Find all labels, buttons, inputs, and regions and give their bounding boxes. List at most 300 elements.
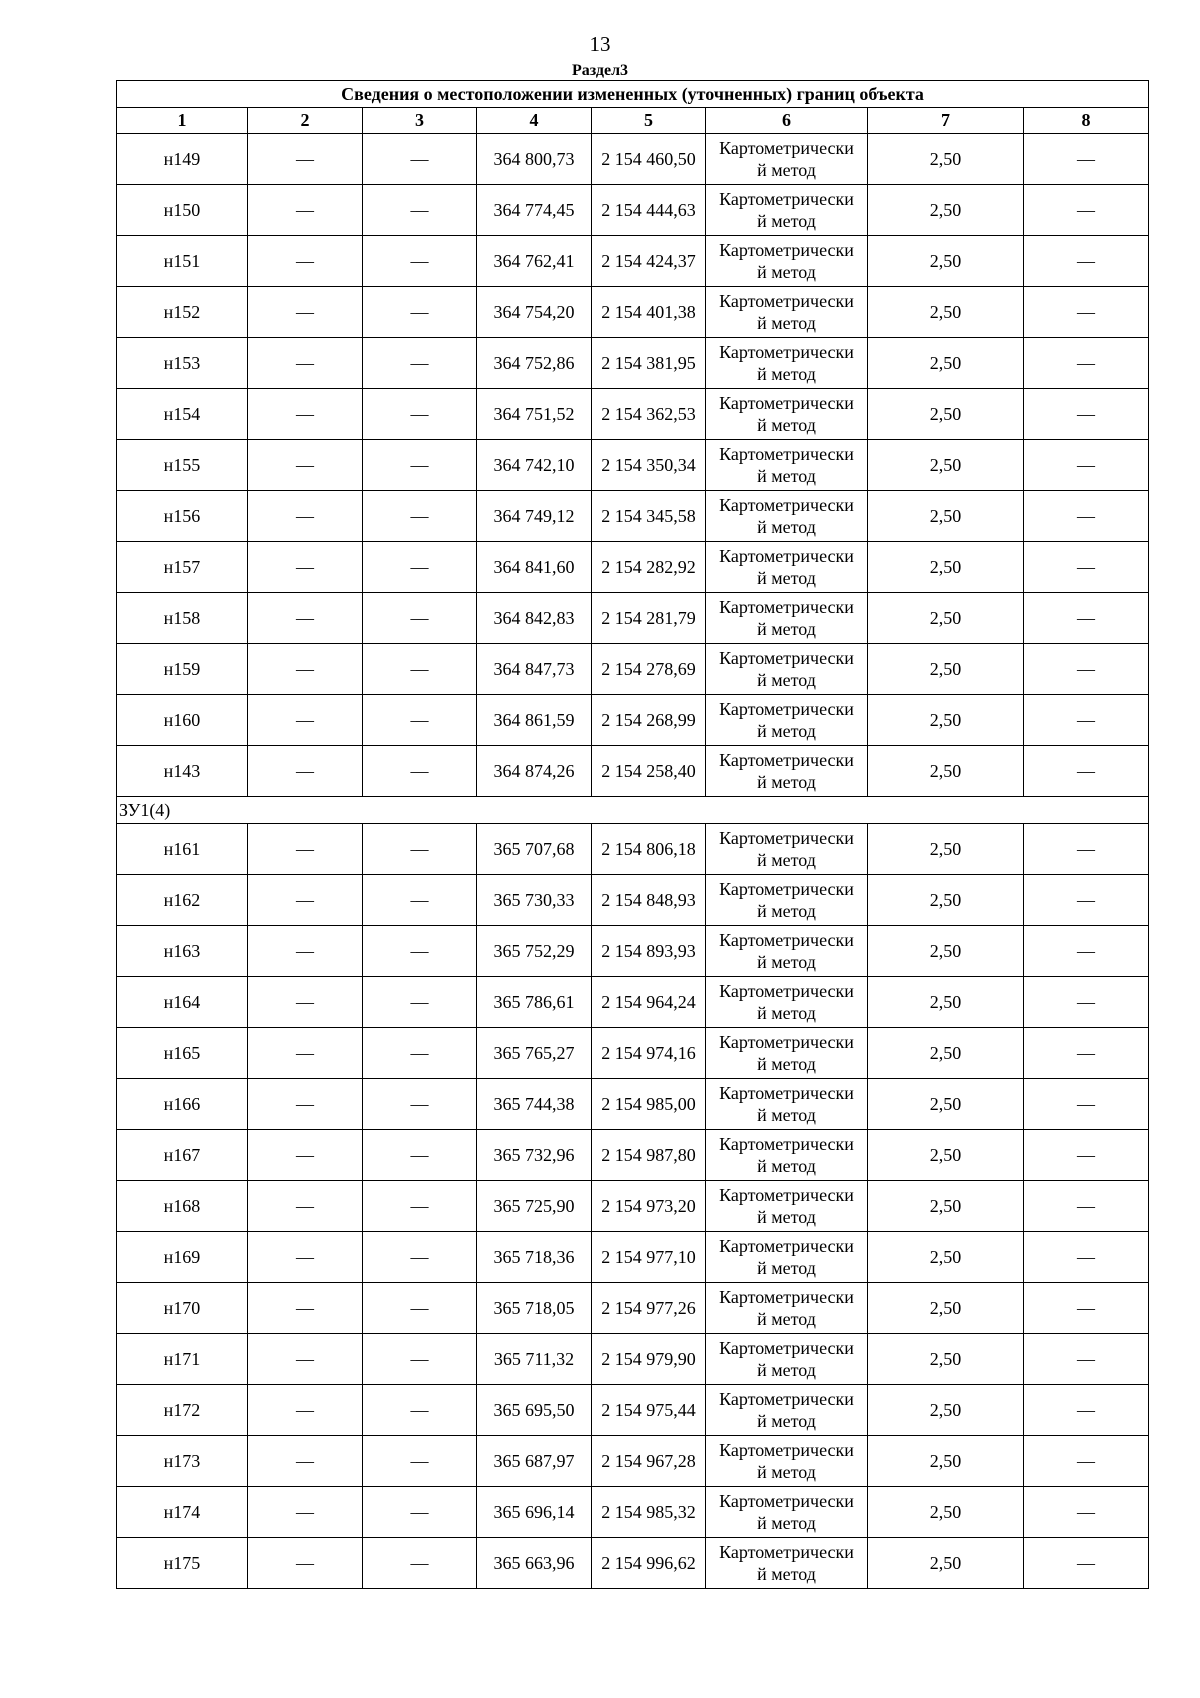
point-name-cell: н159 (117, 644, 248, 695)
column-8-cell: — (1024, 1130, 1149, 1181)
method-line-1: Картометрически (719, 648, 854, 668)
y-coordinate-cell: 2 154 893,93 (592, 926, 706, 977)
y-coordinate-cell: 2 154 381,95 (592, 338, 706, 389)
table-row (117, 134, 1149, 185)
point-name-cell: н155 (117, 440, 248, 491)
column-2-cell: — (248, 644, 363, 695)
column-number: 1 (117, 108, 248, 134)
column-2-cell: — (248, 1334, 363, 1385)
column-8-cell: — (1024, 593, 1149, 644)
accuracy-cell: 2,50 (868, 542, 1024, 593)
x-coordinate-cell: 364 762,41 (477, 236, 592, 287)
column-3-cell: — (363, 440, 477, 491)
column-8-cell: — (1024, 1181, 1149, 1232)
column-number: 7 (868, 108, 1024, 134)
method-line-1: Картометрически (719, 393, 854, 413)
y-coordinate-cell: 2 154 996,62 (592, 1538, 706, 1589)
point-name-cell: н149 (117, 134, 248, 185)
table-row (117, 824, 1149, 875)
column-2-cell: — (248, 746, 363, 797)
column-2-cell: — (248, 236, 363, 287)
accuracy-cell: 2,50 (868, 287, 1024, 338)
accuracy-cell: 2,50 (868, 926, 1024, 977)
column-2-cell: — (248, 1538, 363, 1589)
column-3-cell: — (363, 389, 477, 440)
method-line-2: й метод (757, 1258, 816, 1278)
y-coordinate-cell: 2 154 268,99 (592, 695, 706, 746)
x-coordinate-cell: 364 800,73 (477, 134, 592, 185)
column-number-row (117, 108, 1149, 134)
x-coordinate-cell: 365 732,96 (477, 1130, 592, 1181)
method-line-2: й метод (757, 1462, 816, 1482)
table-row (117, 695, 1149, 746)
column-2-cell: — (248, 1385, 363, 1436)
method-cell (706, 1232, 868, 1283)
column-8-cell: — (1024, 338, 1149, 389)
table-caption: Сведения о местоположении измененных (уточненных) границ объекта (117, 81, 1149, 108)
y-coordinate-cell: 2 154 977,26 (592, 1283, 706, 1334)
column-number: 5 (592, 108, 706, 134)
column-3-cell: — (363, 746, 477, 797)
column-3-cell: — (363, 824, 477, 875)
accuracy-cell: 2,50 (868, 1079, 1024, 1130)
column-3-cell: — (363, 926, 477, 977)
method-line-1: Картометрически (719, 1440, 854, 1460)
table-row (117, 926, 1149, 977)
method-line-1: Картометрически (719, 930, 854, 950)
x-coordinate-cell: 365 696,14 (477, 1487, 592, 1538)
point-name-cell: н175 (117, 1538, 248, 1589)
table-row (117, 875, 1149, 926)
x-coordinate-cell: 365 687,97 (477, 1436, 592, 1487)
y-coordinate-cell: 2 154 424,37 (592, 236, 706, 287)
point-name-cell: н164 (117, 977, 248, 1028)
method-line-2: й метод (757, 1156, 816, 1176)
method-line-1: Картометрически (719, 189, 854, 209)
method-cell (706, 1181, 868, 1232)
point-name-cell: н150 (117, 185, 248, 236)
x-coordinate-cell: 365 752,29 (477, 926, 592, 977)
point-name-cell: н161 (117, 824, 248, 875)
accuracy-cell: 2,50 (868, 1181, 1024, 1232)
column-2-cell: — (248, 287, 363, 338)
method-line-2: й метод (757, 772, 816, 792)
column-8-cell: — (1024, 134, 1149, 185)
method-line-1: Картометрически (719, 240, 854, 260)
accuracy-cell: 2,50 (868, 1232, 1024, 1283)
method-line-1: Картометрически (719, 138, 854, 158)
point-name-cell: н170 (117, 1283, 248, 1334)
table-row (117, 644, 1149, 695)
column-2-cell: — (248, 134, 363, 185)
column-2-cell: — (248, 1130, 363, 1181)
column-3-cell: — (363, 1385, 477, 1436)
method-cell (706, 1283, 868, 1334)
column-2-cell: — (248, 1283, 363, 1334)
method-line-1: Картометрически (719, 699, 854, 719)
method-cell (706, 1028, 868, 1079)
method-cell (706, 491, 868, 542)
y-coordinate-cell: 2 154 967,28 (592, 1436, 706, 1487)
column-8-cell: — (1024, 644, 1149, 695)
y-coordinate-cell: 2 154 848,93 (592, 875, 706, 926)
method-line-2: й метод (757, 466, 816, 486)
column-3-cell: — (363, 644, 477, 695)
y-coordinate-cell: 2 154 973,20 (592, 1181, 706, 1232)
y-coordinate-cell: 2 154 985,00 (592, 1079, 706, 1130)
column-2-cell: — (248, 926, 363, 977)
method-cell (706, 236, 868, 287)
table-row (117, 1079, 1149, 1130)
column-3-cell: — (363, 1130, 477, 1181)
method-line-2: й метод (757, 1105, 816, 1125)
y-coordinate-cell: 2 154 282,92 (592, 542, 706, 593)
method-cell (706, 134, 868, 185)
method-cell (706, 593, 868, 644)
method-line-1: Картометрически (719, 495, 854, 515)
column-number: 4 (477, 108, 592, 134)
x-coordinate-cell: 364 742,10 (477, 440, 592, 491)
point-name-cell: н160 (117, 695, 248, 746)
x-coordinate-cell: 365 663,96 (477, 1538, 592, 1589)
method-cell (706, 440, 868, 491)
column-8-cell: — (1024, 1232, 1149, 1283)
point-name-cell: н172 (117, 1385, 248, 1436)
column-3-cell: — (363, 236, 477, 287)
method-line-2: й метод (757, 1309, 816, 1329)
x-coordinate-cell: 364 774,45 (477, 185, 592, 236)
accuracy-cell: 2,50 (868, 1487, 1024, 1538)
column-8-cell: — (1024, 542, 1149, 593)
method-cell (706, 926, 868, 977)
point-name-cell: н152 (117, 287, 248, 338)
column-3-cell: — (363, 1436, 477, 1487)
method-line-1: Картометрически (719, 1287, 854, 1307)
column-8-cell: — (1024, 1538, 1149, 1589)
column-2-cell: — (248, 338, 363, 389)
y-coordinate-cell: 2 154 350,34 (592, 440, 706, 491)
method-cell (706, 287, 868, 338)
table-row (117, 1283, 1149, 1334)
column-2-cell: — (248, 440, 363, 491)
x-coordinate-cell: 364 847,73 (477, 644, 592, 695)
x-coordinate-cell: 364 754,20 (477, 287, 592, 338)
point-name-cell: н166 (117, 1079, 248, 1130)
column-number: 2 (248, 108, 363, 134)
y-coordinate-cell: 2 154 345,58 (592, 491, 706, 542)
point-name-cell: н156 (117, 491, 248, 542)
boundary-coordinates-table (116, 80, 1149, 1589)
table-row (117, 389, 1149, 440)
column-2-cell: — (248, 542, 363, 593)
method-line-1: Картометрически (719, 1338, 854, 1358)
column-3-cell: — (363, 542, 477, 593)
column-8-cell: — (1024, 389, 1149, 440)
accuracy-cell: 2,50 (868, 338, 1024, 389)
column-2-cell: — (248, 977, 363, 1028)
column-2-cell: — (248, 1079, 363, 1130)
x-coordinate-cell: 365 725,90 (477, 1181, 592, 1232)
point-name-cell: н151 (117, 236, 248, 287)
x-coordinate-cell: 365 718,05 (477, 1283, 592, 1334)
point-name-cell: н158 (117, 593, 248, 644)
method-line-1: Картометрически (719, 597, 854, 617)
column-2-cell: — (248, 875, 363, 926)
column-3-cell: — (363, 695, 477, 746)
accuracy-cell: 2,50 (868, 1436, 1024, 1487)
method-line-1: Картометрически (719, 1389, 854, 1409)
method-line-1: Картометрически (719, 1134, 854, 1154)
accuracy-cell: 2,50 (868, 593, 1024, 644)
column-8-cell: — (1024, 1436, 1149, 1487)
table-row (117, 1538, 1149, 1589)
method-line-1: Картометрически (719, 750, 854, 770)
column-8-cell: — (1024, 185, 1149, 236)
method-cell (706, 1334, 868, 1385)
table-row (117, 236, 1149, 287)
table-row (117, 1181, 1149, 1232)
point-name-cell: н165 (117, 1028, 248, 1079)
point-name-cell: н168 (117, 1181, 248, 1232)
point-name-cell: н174 (117, 1487, 248, 1538)
method-cell (706, 542, 868, 593)
point-name-cell: н163 (117, 926, 248, 977)
column-8-cell: — (1024, 440, 1149, 491)
method-line-2: й метод (757, 211, 816, 231)
column-number: 3 (363, 108, 477, 134)
table-row (117, 542, 1149, 593)
method-line-2: й метод (757, 850, 816, 870)
column-8-cell: — (1024, 695, 1149, 746)
method-cell (706, 644, 868, 695)
x-coordinate-cell: 365 744,38 (477, 1079, 592, 1130)
y-coordinate-cell: 2 154 977,10 (592, 1232, 706, 1283)
column-8-cell: — (1024, 1028, 1149, 1079)
column-8-cell: — (1024, 1487, 1149, 1538)
point-name-cell: н173 (117, 1436, 248, 1487)
y-coordinate-cell: 2 154 806,18 (592, 824, 706, 875)
y-coordinate-cell: 2 154 975,44 (592, 1385, 706, 1436)
x-coordinate-cell: 365 695,50 (477, 1385, 592, 1436)
column-2-cell: — (248, 389, 363, 440)
method-cell (706, 389, 868, 440)
x-coordinate-cell: 364 842,83 (477, 593, 592, 644)
table-row (117, 491, 1149, 542)
column-8-cell: — (1024, 1283, 1149, 1334)
x-coordinate-cell: 364 874,26 (477, 746, 592, 797)
column-number: 6 (706, 108, 868, 134)
method-cell (706, 824, 868, 875)
column-2-cell: — (248, 1181, 363, 1232)
point-name-cell: н153 (117, 338, 248, 389)
x-coordinate-cell: 365 718,36 (477, 1232, 592, 1283)
point-name-cell: н169 (117, 1232, 248, 1283)
table-row (117, 1028, 1149, 1079)
method-line-2: й метод (757, 1207, 816, 1227)
column-8-cell: — (1024, 875, 1149, 926)
method-line-2: й метод (757, 952, 816, 972)
column-8-cell: — (1024, 926, 1149, 977)
table-row (117, 1487, 1149, 1538)
column-8-cell: — (1024, 1385, 1149, 1436)
x-coordinate-cell: 365 711,32 (477, 1334, 592, 1385)
table-row (117, 593, 1149, 644)
column-3-cell: — (363, 1028, 477, 1079)
column-2-cell: — (248, 1487, 363, 1538)
accuracy-cell: 2,50 (868, 185, 1024, 236)
group-header-row (117, 797, 1149, 824)
point-name-cell: н167 (117, 1130, 248, 1181)
x-coordinate-cell: 364 752,86 (477, 338, 592, 389)
column-2-cell: — (248, 185, 363, 236)
table-caption-row (117, 81, 1149, 108)
method-line-2: й метод (757, 721, 816, 741)
table-row (117, 185, 1149, 236)
method-cell (706, 338, 868, 389)
column-8-cell: — (1024, 1334, 1149, 1385)
accuracy-cell: 2,50 (868, 977, 1024, 1028)
accuracy-cell: 2,50 (868, 1538, 1024, 1589)
column-3-cell: — (363, 1334, 477, 1385)
table-row (117, 287, 1149, 338)
method-line-2: й метод (757, 670, 816, 690)
method-cell (706, 875, 868, 926)
table-row (117, 746, 1149, 797)
table-row (117, 440, 1149, 491)
point-name-cell: н157 (117, 542, 248, 593)
method-cell (706, 1487, 868, 1538)
column-2-cell: — (248, 593, 363, 644)
column-3-cell: — (363, 185, 477, 236)
table-row (117, 1385, 1149, 1436)
column-2-cell: — (248, 1232, 363, 1283)
accuracy-cell: 2,50 (868, 1385, 1024, 1436)
table-row (117, 1130, 1149, 1181)
method-cell (706, 746, 868, 797)
column-8-cell: — (1024, 824, 1149, 875)
point-name-cell: н171 (117, 1334, 248, 1385)
method-line-2: й метод (757, 160, 816, 180)
accuracy-cell: 2,50 (868, 875, 1024, 926)
method-line-2: й метод (757, 1564, 816, 1584)
x-coordinate-cell: 365 765,27 (477, 1028, 592, 1079)
column-number: 8 (1024, 108, 1149, 134)
method-cell (706, 1079, 868, 1130)
method-line-2: й метод (757, 1003, 816, 1023)
accuracy-cell: 2,50 (868, 746, 1024, 797)
accuracy-cell: 2,50 (868, 134, 1024, 185)
column-8-cell: — (1024, 1079, 1149, 1130)
column-2-cell: — (248, 824, 363, 875)
method-line-2: й метод (757, 619, 816, 639)
column-3-cell: — (363, 1232, 477, 1283)
method-line-2: й метод (757, 1513, 816, 1533)
column-8-cell: — (1024, 287, 1149, 338)
table-row (117, 1436, 1149, 1487)
x-coordinate-cell: 364 841,60 (477, 542, 592, 593)
column-3-cell: — (363, 491, 477, 542)
x-coordinate-cell: 364 861,59 (477, 695, 592, 746)
x-coordinate-cell: 364 749,12 (477, 491, 592, 542)
y-coordinate-cell: 2 154 987,80 (592, 1130, 706, 1181)
y-coordinate-cell: 2 154 460,50 (592, 134, 706, 185)
method-cell (706, 977, 868, 1028)
column-3-cell: — (363, 1283, 477, 1334)
column-8-cell: — (1024, 977, 1149, 1028)
y-coordinate-cell: 2 154 964,24 (592, 977, 706, 1028)
method-cell (706, 1436, 868, 1487)
column-3-cell: — (363, 977, 477, 1028)
column-2-cell: — (248, 1028, 363, 1079)
method-line-2: й метод (757, 313, 816, 333)
x-coordinate-cell: 365 707,68 (477, 824, 592, 875)
method-line-1: Картометрически (719, 828, 854, 848)
method-line-2: й метод (757, 1054, 816, 1074)
column-3-cell: — (363, 134, 477, 185)
method-line-1: Картометрически (719, 342, 854, 362)
accuracy-cell: 2,50 (868, 440, 1024, 491)
column-8-cell: — (1024, 746, 1149, 797)
column-3-cell: — (363, 1487, 477, 1538)
method-line-2: й метод (757, 568, 816, 588)
column-8-cell: — (1024, 491, 1149, 542)
method-line-1: Картометрически (719, 1542, 854, 1562)
page-number: 13 (589, 32, 611, 56)
y-coordinate-cell: 2 154 281,79 (592, 593, 706, 644)
accuracy-cell: 2,50 (868, 1028, 1024, 1079)
accuracy-cell: 2,50 (868, 491, 1024, 542)
method-line-1: Картометрически (719, 444, 854, 464)
column-3-cell: — (363, 1181, 477, 1232)
section-title: Раздел3 (571, 62, 629, 79)
method-line-2: й метод (757, 1411, 816, 1431)
method-line-2: й метод (757, 1360, 816, 1380)
accuracy-cell: 2,50 (868, 1283, 1024, 1334)
method-line-1: Картометрически (719, 1185, 854, 1205)
y-coordinate-cell: 2 154 974,16 (592, 1028, 706, 1079)
x-coordinate-cell: 365 730,33 (477, 875, 592, 926)
y-coordinate-cell: 2 154 258,40 (592, 746, 706, 797)
accuracy-cell: 2,50 (868, 695, 1024, 746)
method-line-1: Картометрически (719, 879, 854, 899)
x-coordinate-cell: 364 751,52 (477, 389, 592, 440)
method-cell (706, 1385, 868, 1436)
column-8-cell: — (1024, 236, 1149, 287)
table-body (117, 81, 1149, 1589)
method-line-1: Картометрически (719, 1032, 854, 1052)
method-cell (706, 695, 868, 746)
y-coordinate-cell: 2 154 979,90 (592, 1334, 706, 1385)
column-3-cell: — (363, 1079, 477, 1130)
accuracy-cell: 2,50 (868, 1334, 1024, 1385)
method-line-1: Картометрически (719, 981, 854, 1001)
point-name-cell: н154 (117, 389, 248, 440)
y-coordinate-cell: 2 154 362,53 (592, 389, 706, 440)
table-row (117, 1334, 1149, 1385)
column-3-cell: — (363, 593, 477, 644)
method-line-1: Картометрически (719, 291, 854, 311)
table-row (117, 338, 1149, 389)
accuracy-cell: 2,50 (868, 824, 1024, 875)
column-2-cell: — (248, 695, 363, 746)
y-coordinate-cell: 2 154 401,38 (592, 287, 706, 338)
point-name-cell: н162 (117, 875, 248, 926)
method-line-2: й метод (757, 262, 816, 282)
method-line-2: й метод (757, 415, 816, 435)
accuracy-cell: 2,50 (868, 1130, 1024, 1181)
column-3-cell: — (363, 1538, 477, 1589)
column-3-cell: — (363, 875, 477, 926)
